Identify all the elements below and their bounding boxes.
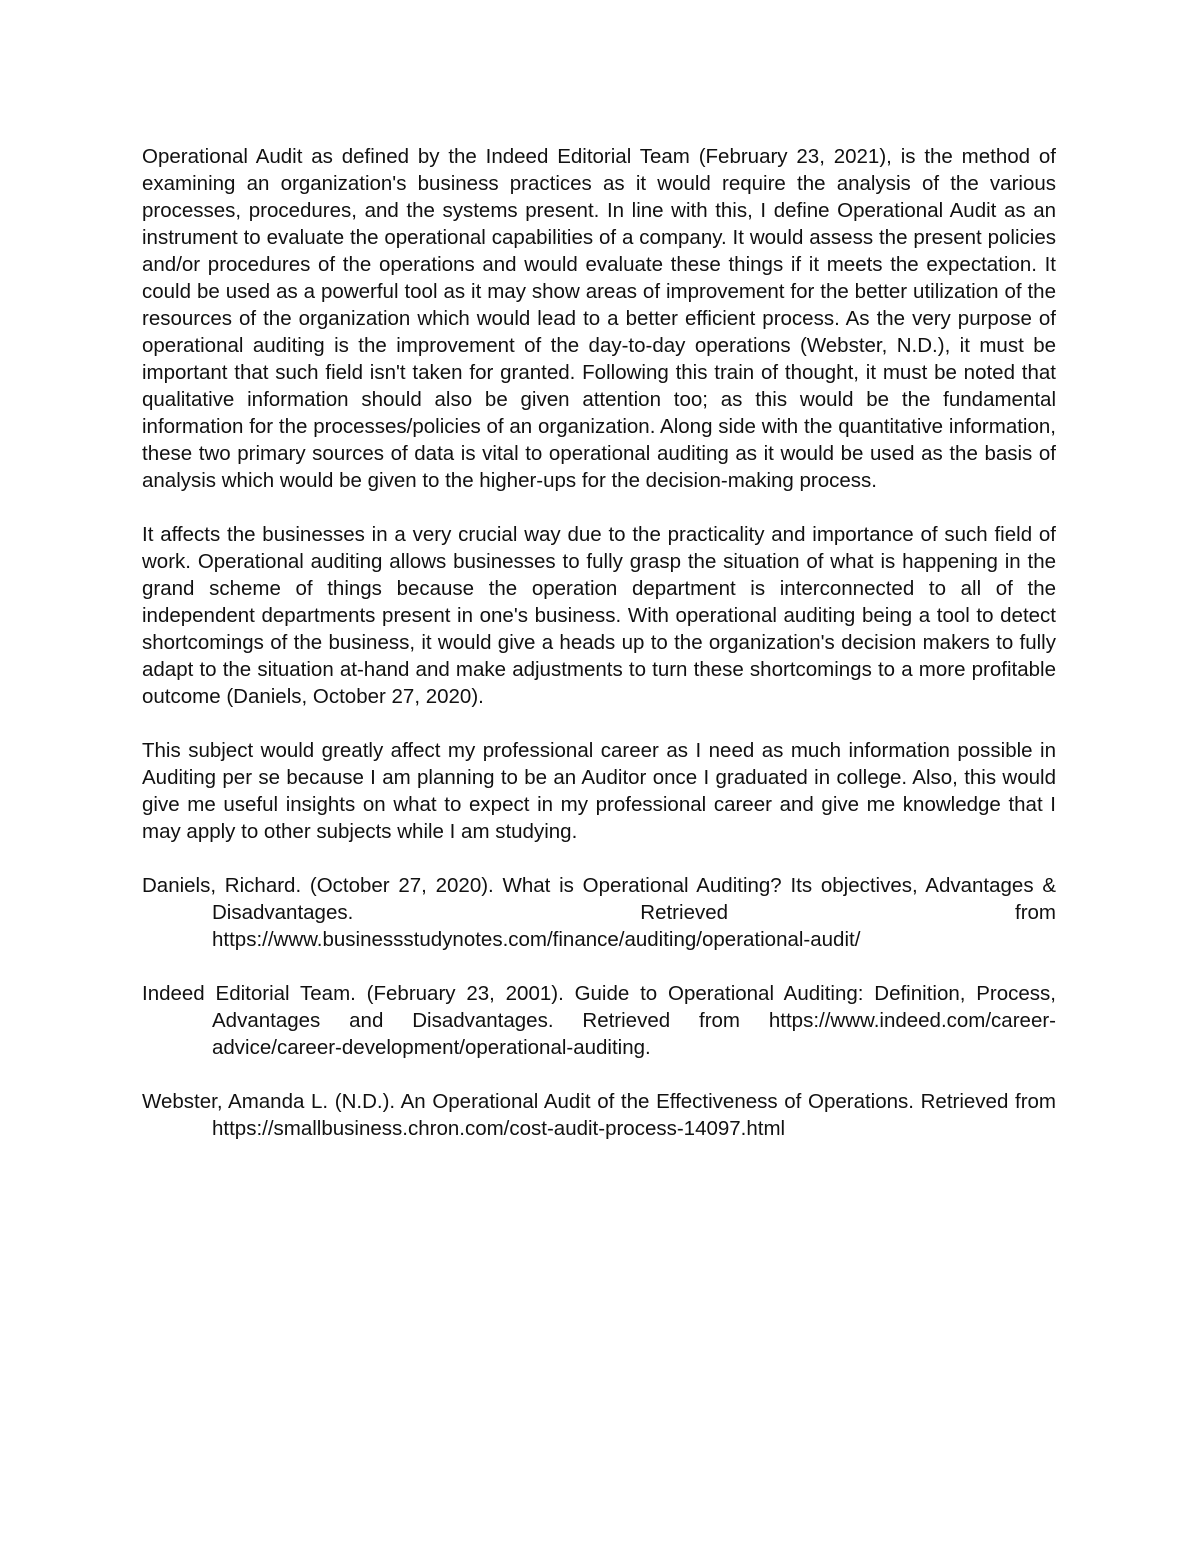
paragraph-career-impact: This subject would greatly affect my professional career as I need as much information possible in Auditing per se because I am planning to be an Auditor once I graduated in college. Also, this would give me useful insights on what to expect in my professional career and give me knowledge that I may apply to other subjects while I am studying. [142, 739, 1056, 843]
reference-daniels: Daniels, Richard. (October 27, 2020). What is Operational Auditing? Its objectives, Advantages & Disadvantages. Retrieved from https://www.businessstudynotes.com/finance/auditing/operational-audit/ [142, 874, 1056, 951]
reference-webster: Webster, Amanda L. (N.D.). An Operational Audit of the Effectiveness of Operations. Retrieved from https://smallbusiness.chron.com/cost-audit-process-14097.html [142, 1090, 1056, 1140]
paragraph-definition: Operational Audit as defined by the Indeed Editorial Team (February 23, 2021), is the method of examining an organization's business practices as it would require the analysis of the various processes, procedures, and the systems present. In line with this, I define Operational Audit as an instrument to evaluate the operational capabilities of a company. It would assess the present policies and/or procedures of the operations and would evaluate these things if it meets the expectation. It could be used as a powerful tool as it may show areas of improvement for the better utilization of the resources of the organization which would lead to a better efficient process. As the very purpose of operational auditing is the improvement of the day-to-day operations (Webster, N.D.), it must be important that such field isn't taken for granted. Following this train of thought, it must be noted that qualitative information should also be given attention too; as this would be the fundamental information for the processes/policies of an organization. Along side with the quantitative information, these two primary sources of data is vital to operational auditing as it would be used as the basis of analysis which would be given to the higher-ups for the decision-making process. [142, 145, 1056, 492]
document-body [142, 143, 1056, 1142]
reference-indeed: Indeed Editorial Team. (February 23, 2001). Guide to Operational Auditing: Definition, Process, Advantages and Disadvantages. Retrieved from https://www.indeed.com/career-advice/career-development/operational-auditing. [142, 982, 1056, 1059]
paragraph-business-impact: It affects the businesses in a very crucial way due to the practicality and importance of such field of work. Operational auditing allows businesses to fully grasp the situation of what is happening in the grand scheme of things because the operation department is interconnected to all of the independent departments present in one's business. With operational auditing being a tool to detect shortcomings of the business, it would give a heads up to the organization's decision makers to fully adapt to the situation at-hand and make adjustments to turn these shortcomings to a more profitable outcome (Daniels, October 27, 2020). [142, 523, 1056, 708]
